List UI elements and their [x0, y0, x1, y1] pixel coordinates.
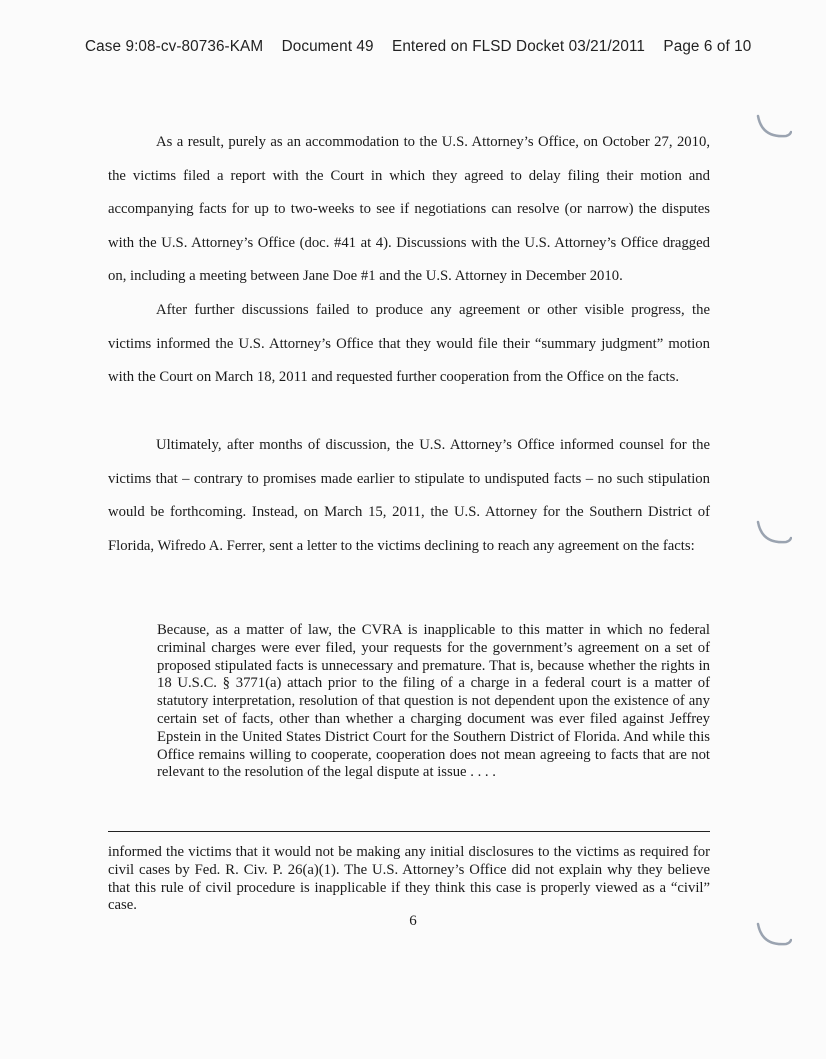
paragraph-1: As a result, purely as an accommodation to the U.S. Attorney’s Office, on October 27, 2010, the victims filed a report with the Court in which they agreed to delay filing their motion and accompanying facts for up to two-weeks to see if negotiations can resolve (or narrow) the disputes with the U.S. Attorney’s Office (doc. #41 at 4). Discussions with the U.S. Attorney’s Office dragged on, including a meeting between Jane Doe #1 and the U.S. Attorney in December 2010.: [108, 134, 710, 285]
docket-entry: Entered on FLSD Docket 03/21/2011: [392, 38, 646, 55]
block-quote: Because, as a matter of law, the CVRA is inapplicable to this matter in which no federal criminal charges were ever filed, your requests for the government’s agreement on a set of proposed stipulated facts is unnecessary and premature. That is, because whether the rights in 18 U.S.C. § 3771(a) attach prior to the filing of a charge in a federal court is a matter of statutory interpretation, resolution of that question is not dependent upon the existence of any certain set of facts, other than whether a charging document was ever filed against Jeffrey Epstein in the United States District Court for the Southern District of Florida. And while this Office remains willing to cooperate, cooperation does not mean agreeing to facts that are not relevant to the resolution of the legal dispute at issue . . . .: [157, 622, 710, 781]
page-indicator: Page 6 of 10: [663, 38, 752, 55]
paragraph-2: After further discussions failed to produce any agreement or other visible progress, the victims informed the U.S. Attorney’s Office that they would file their “summary judgment” motion with the Court on March 18, 2011 and requested further cooperation from the Office on the facts.: [108, 302, 710, 386]
punch-hole-icon: [756, 518, 792, 548]
document-number: Document 49: [281, 38, 374, 55]
footnote-text: informed the victims that it would not be making any initial disclosures to the victims as required for civil cases by Fed. R. Civ. P. 26(a)(1). The U.S. Attorney’s Office did not explain why they believe that this rule of civil procedure is inapplicable if they think this case is properly viewed as a “civil” case.: [108, 844, 710, 914]
docket-header: [85, 38, 752, 56]
paragraph-3: Ultimately, after months of discussion, the U.S. Attorney’s Office informed counsel for the victims that – contrary to promises made earlier to stipulate to undisputed facts – no such stipulation would be forthcoming. Instead, on March 15, 2011, the U.S. Attorney for the Southern District of Florida, Wifredo A. Ferrer, sent a letter to the victims declining to reach any agreement on the facts:: [108, 437, 710, 554]
case-number: Case 9:08-cv-80736-KAM: [85, 38, 264, 55]
footnote-divider: [108, 831, 710, 832]
page-number: 6: [409, 913, 417, 929]
punch-hole-icon: [756, 920, 792, 950]
punch-hole-icon: [756, 112, 792, 142]
